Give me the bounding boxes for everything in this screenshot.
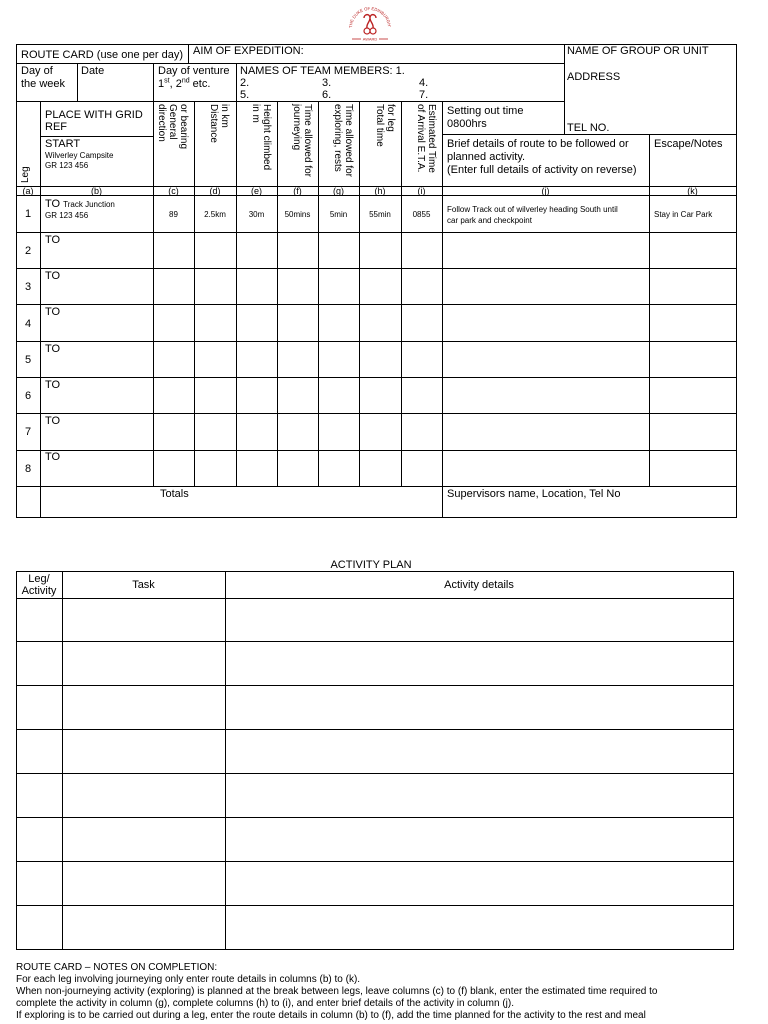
place-header-2: REF [45,121,67,133]
notes-title: ROUTE CARD – NOTES ON COMPLETION: [16,962,218,973]
team-member-2: 2. [240,77,250,89]
leg-number: 1 [24,208,32,220]
height-header: Height climbed in m [250,104,272,171]
tel-label: TEL NO. [567,122,610,134]
eta-header: Estimated Time of Arrival E.T.A. [415,104,437,173]
leg1-details-1: Follow Track out of wilverley heading South until [447,205,618,214]
col-letter-e: (e) [251,186,262,196]
leg-number: 2 [24,245,32,257]
dofe-emblem-icon [344,4,396,44]
leg-to-label: TO [45,415,61,427]
col-letter-j: (j) [541,186,550,196]
setting-out-label: Setting out time [447,105,524,117]
activity-details-header: Activity details [444,579,514,591]
leg1-height: 30m [248,210,265,219]
leg1-eta: 0855 [412,210,431,219]
logo-award-text: AWARD [362,36,378,42]
leg-number: 4 [24,318,32,330]
leg1-details-2: car park and checkpoint [447,216,532,225]
time-journey-header: Time allowed for journeying [291,104,313,177]
col-letter-a: (a) [22,186,34,196]
col-letter-f: (f) [293,186,302,196]
bearing-header: or bearing General direction [156,104,189,150]
start-grid: GR 123 456 [45,161,89,170]
notes-line: If exploring is to be carried out during a leg, enter the route details in column (b) to (f), add the time planned for the activity to the rest and meal [16,1010,646,1021]
brief-header-3: (Enter full details of activity on reverse) [447,164,637,176]
total-time-header: for leg Total time [374,104,396,147]
leg-number: 5 [24,354,32,366]
leg-to-label: TO [45,306,61,318]
team-member-6: 6. [322,89,332,101]
brief-header-1: Brief details of route to be followed or [447,138,629,150]
start-place: Wilverley Campsite [45,151,114,160]
leg1-explore: 5min [329,210,348,219]
leg1-distance: 2.5km [204,210,226,219]
place-header-1: PLACE WITH GRID [45,109,143,121]
activity-leg-header-1: Leg/ [28,573,50,585]
col-letter-k: (k) [687,186,698,196]
leg-to-label: TO [45,451,61,463]
date-label: Date [81,65,105,77]
col-letter-h: (h) [374,186,386,196]
col-letter-c: (c) [168,186,179,196]
notes-line: For each leg involving journeying only enter route details in columns (b) to (k). [16,974,361,985]
day-of-venture-label: Day of venture [158,65,230,77]
start-label: START [45,138,81,150]
day-of-venture-example: 1st, 2nd etc. [158,77,211,90]
team-members-title: NAMES OF TEAM MEMBERS: 1. [240,65,405,77]
setting-out-time: 0800hrs [447,118,487,130]
notes-line: When non-journeying activity (exploring) is planned at the break between legs, leave columns (c) to (f) blank, enter the estimated time required to [16,986,658,997]
col-letter-i: (i) [417,186,426,196]
totals-label: Totals [160,488,189,500]
team-member-5: 5. [240,89,250,101]
escape-header: Escape/Notes [654,138,723,150]
col-letter-g: (g) [333,186,344,196]
activity-leg-header-2: Activity [21,585,57,597]
team-member-3: 3. [322,77,332,89]
notes-line: complete the activity in column (g), complete columns (h) to (i), and enter brief details of the activity in column (j). [16,998,514,1009]
aim-label: AIM OF EXPEDITION: [193,45,304,57]
col-letter-d: (d) [209,186,221,196]
leg-number: 7 [24,426,32,438]
leg1-journey: 50mins [284,210,311,219]
leg1-grid: GR 123 456 [45,211,89,220]
col-letter-b: (b) [91,186,102,196]
dofe-logo [344,4,396,44]
brief-header-2: planned activity. [447,151,526,163]
supervisors-label: Supervisors name, Location, Tel No [447,488,621,500]
time-explore-header: Time allowed for exploring, rests [332,104,354,177]
leg-to-label: TO [45,343,61,355]
leg-to-label: TO [45,379,61,391]
leg1-to: TO Track Junction [45,198,115,210]
logo-ring-text: THE DUKE OF EDINBURGH' [347,5,392,29]
completion-notes [16,962,756,1022]
leg-number: 3 [24,281,32,293]
leg1-bearing: 89 [169,210,178,219]
leg-number: 6 [24,390,32,402]
leg-to-label: TO [45,234,61,246]
team-member-4: 4. [419,77,429,89]
leg1-escape: Stay in Car Park [654,210,713,219]
distance-header: in km Distance [208,104,230,143]
day-of-week-label-1: Day of [21,65,53,77]
team-member-7: 7. [419,89,429,101]
leg-header: Leg [20,166,31,183]
group-label: NAME OF GROUP OR UNIT [567,45,709,57]
leg-number: 8 [24,463,32,475]
day-of-week-label-2: the week [21,78,66,90]
address-label: ADDRESS [567,71,621,83]
leg-to-label: TO [45,270,61,282]
activity-plan-title: ACTIVITY PLAN [330,559,412,571]
leg1-total: 55min [369,210,391,219]
activity-task-header: Task [132,579,155,591]
route-card-title: ROUTE CARD (use one per day) [21,49,183,61]
